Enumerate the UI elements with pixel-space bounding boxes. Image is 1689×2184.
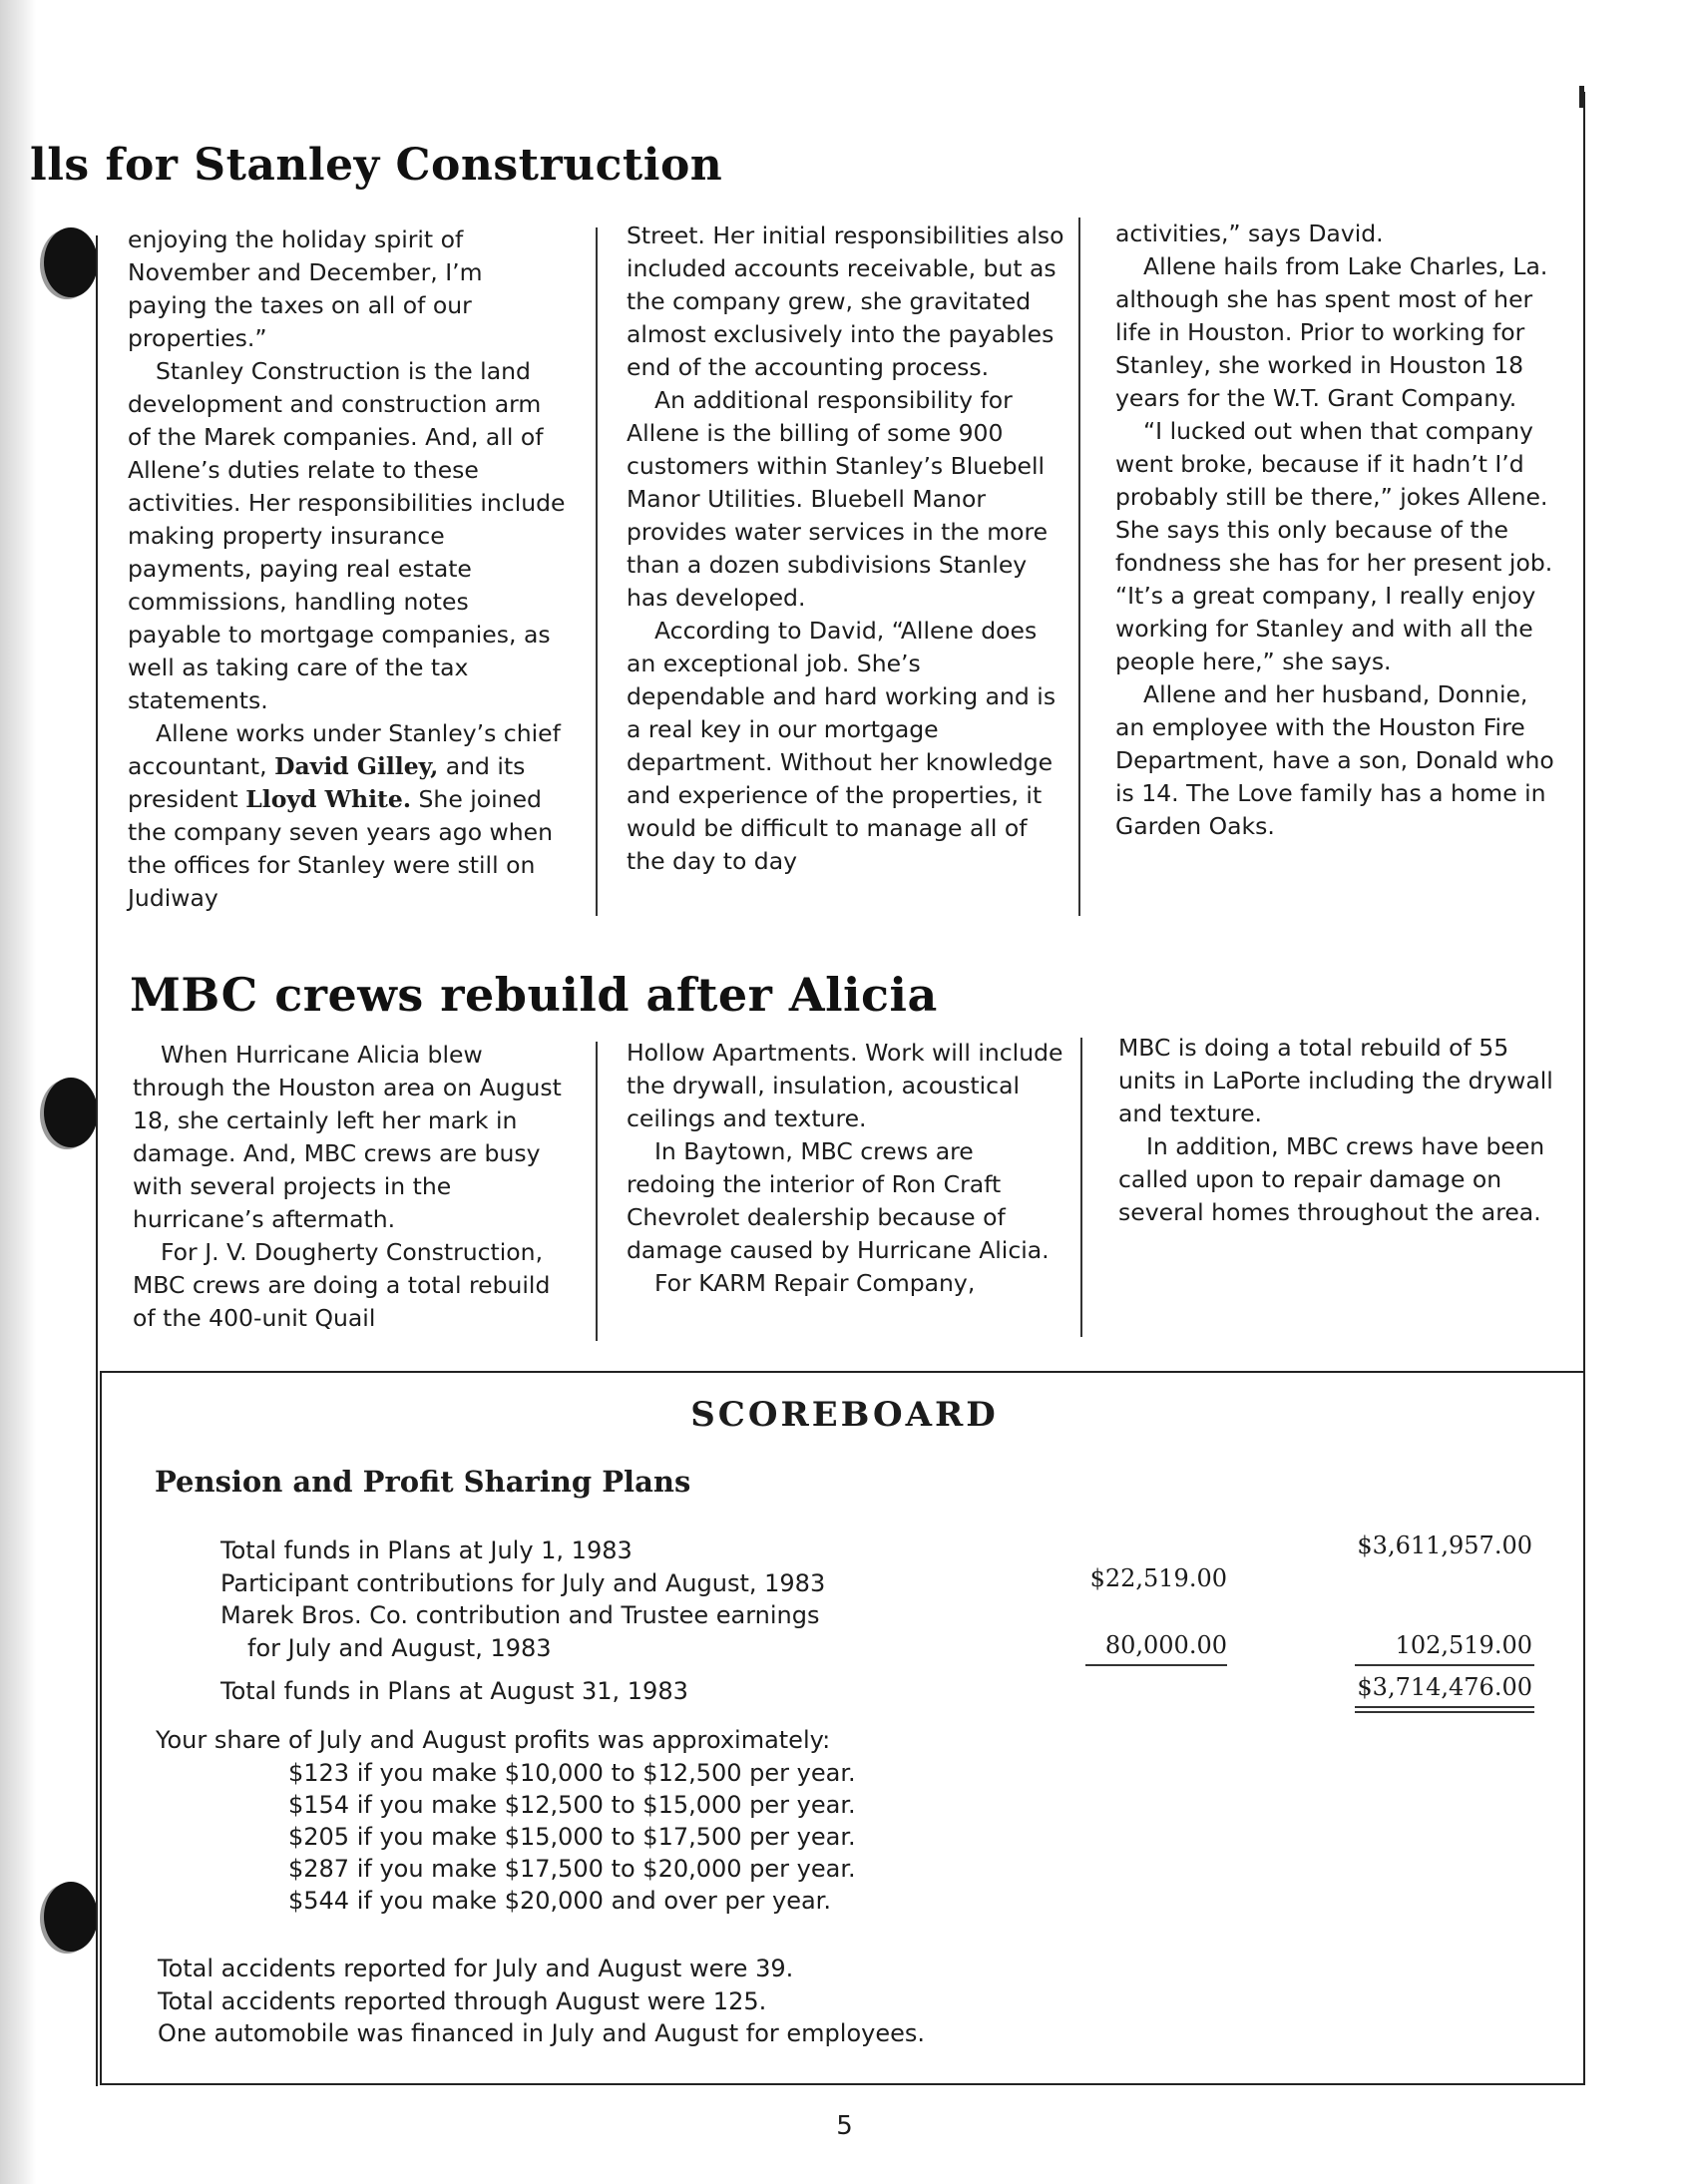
mbc-column-1 xyxy=(133,1039,572,1335)
text-run: Allene works under Stanley’s chief accountant, xyxy=(128,719,561,780)
paragraph: According to David, “Allene does an exceptional job. She’s dependable and hard working and is a real key in our mortgage department. Without her knowledge and experience of the properties, it would be difficult to manage all of the day to day xyxy=(627,617,1056,875)
mbc-column-2 xyxy=(627,1037,1065,1300)
row-funds-august-label: Total funds in Plans at August 31, 1983 xyxy=(220,1677,688,1705)
column-rule xyxy=(1078,218,1080,916)
accidents-july-august: Total accidents reported for July and August were 39. xyxy=(158,1955,794,1982)
scoreboard-subtitle: Pension and Profit Sharing Plans xyxy=(155,1465,691,1499)
paragraph: Street. Her initial responsibilities also included accounts receivable, but as the company grew, she gravitated almost exclusively into the payables end of the accounting process. xyxy=(627,221,1064,381)
page-number: 5 xyxy=(836,2111,853,2141)
paragraph: Hollow Apartments. Work will include the drywall, insulation, acoustical ceilings and texture. xyxy=(627,1039,1063,1132)
binder-hole-middle xyxy=(44,1078,98,1147)
scoreboard-title: SCOREBOARD xyxy=(690,1395,999,1435)
text-run: and its president xyxy=(128,752,526,813)
paragraph: For J. V. Dougherty Construction, MBC crews are doing a total rebuild of the 400-unit Quail xyxy=(133,1238,551,1332)
paragraph: Allene hails from Lake Charles, La. although she has spent most of her life in Houston. Prior to working for Stanley, she worked in Houston 18 years for the W.T. Grant Company. xyxy=(1115,252,1548,412)
row-marek-label-b: for July and August, 1983 xyxy=(247,1634,552,1662)
paragraph: MBC is doing a total rebuild of 55 units in LaPorte including the drywall and texture. xyxy=(1118,1034,1553,1127)
stanley-column-3 xyxy=(1115,218,1562,843)
mbc-headline: MBC crews rebuild after Alicia xyxy=(130,968,938,1022)
column-rule xyxy=(596,227,598,916)
paragraph: enjoying the holiday spirit of November and December, I’m paying the taxes on all of our properties.” xyxy=(128,225,483,352)
name-david-gilley: David Gilley, xyxy=(274,752,439,780)
paragraph: An additional responsibility for Allene is the billing of some 900 customers within Stanley’s Bluebell Manor Utilities. Bluebell Manor provides water services in the more than a dozen subdivisions Stanley has developed. xyxy=(627,386,1049,612)
row-marek-amount: 80,000.00 xyxy=(1104,1631,1227,1659)
column-rule xyxy=(1080,1038,1082,1337)
automobile-financed: One automobile was financed in July and August for employees. xyxy=(158,2019,925,2047)
row-funds-august-total: $3,714,476.00 xyxy=(1357,1673,1532,1701)
paragraph: In addition, MBC crews have been called upon to repair damage on several homes throughout the area. xyxy=(1118,1132,1545,1226)
row-marek-label-a: Marek Bros. Co. contribution and Trustee earnings xyxy=(220,1601,820,1629)
row-marek-total: 102,519.00 xyxy=(1395,1631,1532,1659)
text-run: She joined the company seven years ago when the offices for Stanley were still on Judiway xyxy=(128,785,554,912)
stanley-col1-paragraph-3 xyxy=(128,717,567,915)
profit-share-line: $123 if you make $10,000 to $12,500 per year. xyxy=(288,1759,856,1787)
paragraph: For KARM Repair Company, xyxy=(654,1269,976,1297)
row-participant-amount: $22,519.00 xyxy=(1089,1564,1227,1592)
row-funds-july-total: $3,611,957.00 xyxy=(1357,1531,1532,1559)
paragraph: When Hurricane Alicia blew through the Houston area on August 18, she certainly left her mark in damage. And, MBC crews are busy with several projects in the hurricane’s aftermath. xyxy=(133,1041,562,1233)
paragraph: Allene and her husband, Donnie, an employee with the Houston Fire Department, have a son, Donald who is 14. The Love family has a home in Garden Oaks. xyxy=(1115,680,1554,840)
accidents-through-august: Total accidents reported through August were 125. xyxy=(158,1987,767,2015)
profit-share-line: $205 if you make $15,000 to $17,500 per year. xyxy=(288,1823,856,1851)
profit-share-list xyxy=(288,1757,856,1917)
paragraph: Stanley Construction is the land development and construction arm of the Marek companies. And, all of Allene’s duties relate to these activities. Her responsibilities include making property insurance payments, paying real estate commissions, handling notes payable to mortgage companies, as well as taking care of the tax statements. xyxy=(128,357,566,714)
total-double-underline xyxy=(1355,1711,1534,1713)
profit-share-line: $544 if you make $20,000 and over per year. xyxy=(288,1887,831,1915)
mbc-column-3 xyxy=(1118,1032,1565,1229)
total-double-underline xyxy=(1355,1706,1534,1708)
binder-hole-bottom xyxy=(44,1882,98,1952)
row-participant-label: Participant contributions for July and August, 1983 xyxy=(220,1569,826,1597)
frame-top-tick xyxy=(1579,86,1584,108)
binding-edge-shadow xyxy=(0,0,36,2184)
column-rule xyxy=(596,1042,598,1341)
profit-share-line: $154 if you make $12,500 to $15,000 per year. xyxy=(288,1791,856,1819)
row-funds-july-label: Total funds in Plans at July 1, 1983 xyxy=(220,1536,633,1564)
name-lloyd-white: Lloyd White. xyxy=(245,785,412,813)
stanley-headline: lls for Stanley Construction xyxy=(30,140,723,191)
profit-share-intro: Your share of July and August profits was approximately: xyxy=(156,1726,831,1754)
stanley-column-2 xyxy=(627,219,1065,878)
paragraph: activities,” says David. xyxy=(1115,219,1384,247)
subtotal-underline xyxy=(1085,1664,1227,1666)
profit-share-line: $287 if you make $17,500 to $20,000 per year. xyxy=(288,1855,856,1883)
binder-hole-top xyxy=(44,227,98,297)
paragraph: “I lucked out when that company went broke, because if it hadn’t I’d probably still be there,” jokes Allene. She says this only because of the fondness she has for her present job. “It’s a great company, I really enjoy working for Stanley and with all the people here,” she says. xyxy=(1115,417,1553,675)
frame-left-border xyxy=(96,235,98,2086)
stanley-column-1 xyxy=(128,223,567,915)
paragraph: In Baytown, MBC crews are redoing the interior of Ron Craft Chevrolet dealership because of damage caused by Hurricane Alicia. xyxy=(627,1137,1050,1264)
subtotal-underline xyxy=(1355,1664,1534,1666)
